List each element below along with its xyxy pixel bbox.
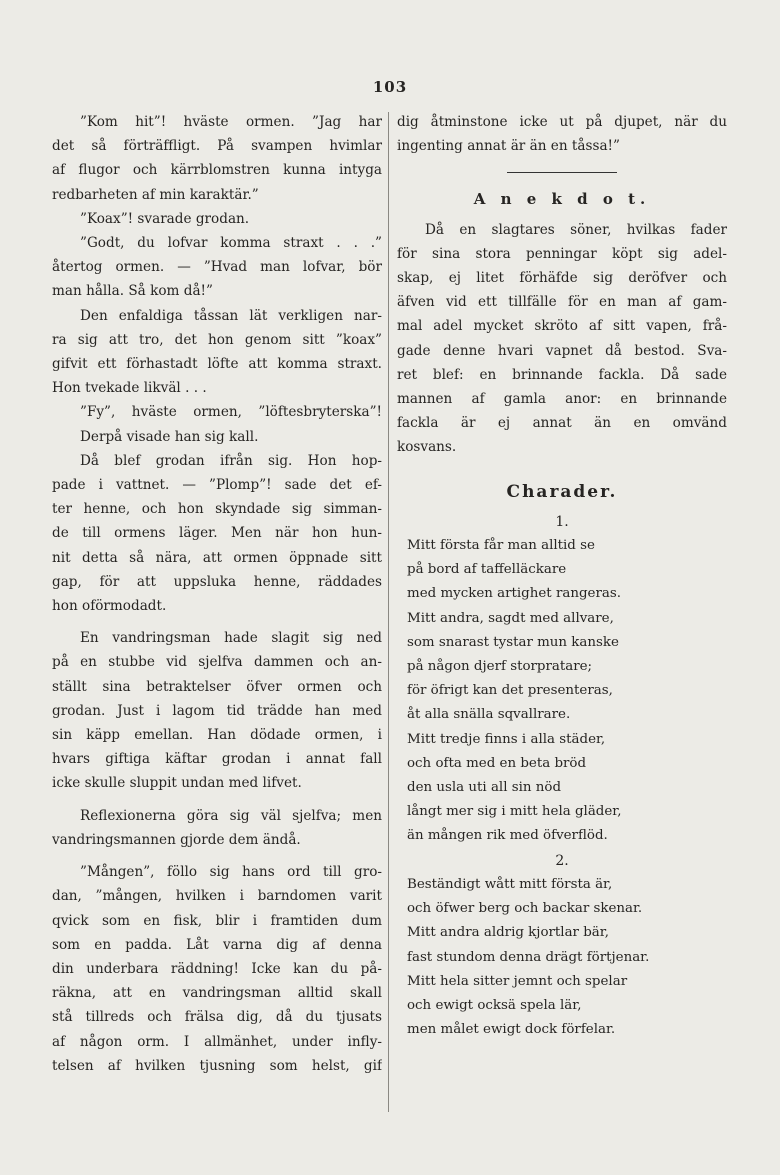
text-line: Reflexionerna göra sig väl sjelfva; men (80, 807, 382, 824)
text-line: ”Kom hit”! hväste ormen. ”Jag har (80, 114, 382, 130)
text-line: ”Koax”! svarade grodan. (80, 210, 250, 227)
charade-1 (397, 534, 727, 849)
text-line: icke skulle sluppit undan med lifvet. (52, 775, 302, 792)
text-line: gap, för att uppsluka henne, räddades (52, 573, 382, 590)
text-line: hvars giftiga käftar grodan i annat fall (52, 751, 382, 768)
anecdote-line: fackla är ej annat än en omvänd (397, 415, 727, 432)
verse-line: Mitt andra aldrig kjortlar bär, (407, 925, 609, 941)
anecdote-line: gade denne hvari vapnet då bestod. Sva- (397, 342, 727, 359)
verse-line: men målet ewigt dock förfelar. (407, 1022, 616, 1038)
text-line: det så förträffligt. På svampen hvimlar (52, 138, 382, 155)
verse-line: Mitt hela sitter jemnt och spelar (407, 973, 628, 989)
text-line: som en padda. Låt varna dig af denna (52, 936, 382, 953)
text-line: grodan. Just i lagom tid trädde han med (52, 702, 382, 719)
verse-line: på någon djerf storpratare; (407, 659, 593, 675)
verse-line: och ofta med en beta bröd (407, 755, 587, 771)
verse-line: långt mer sig i mitt hela gläder, (407, 804, 622, 820)
page-number: 103 (372, 78, 408, 96)
charade-1-number: 1. (555, 513, 569, 530)
text-line: din underbara räddning! Icke kan du på- (52, 960, 382, 977)
text-line: räkna, att en vandringsman alltid skall (52, 985, 382, 1002)
text-line: återtog ormen. — ”Hvad man lofvar, bör (52, 259, 382, 276)
text-line: gifvit ett förhastadt löfte att komma straxt. (52, 356, 382, 373)
anecdote-line: kosvans. (397, 439, 457, 456)
text-line: nit detta så nära, att ormen öppnade sitt (52, 549, 382, 566)
anecdote-line: äfven vid ett tillfälle för en man af gam- (397, 294, 727, 311)
verse-line: och öfwer berg och backar skenar. (407, 901, 643, 917)
anecdote-heading: A n e k d o t. (473, 190, 651, 209)
verse-line: på bord af taffelläckare (407, 562, 567, 578)
verse-line: Mitt första får man alltid se (407, 538, 595, 554)
text-line: ter henne, och hon skyndade sig simman- (52, 501, 382, 518)
text-line: Hon tvekade likväl . . . (52, 380, 207, 397)
verse-line: med mycken artighet rangeras. (407, 586, 621, 602)
text-line: Då blef grodan ifrån sig. Hon hop- (80, 452, 382, 469)
charade-2 (397, 873, 727, 1042)
text-line: ”Godt, du lofvar komma straxt . . .” (80, 235, 382, 252)
verse-line: den usla uti all sin nöd (407, 780, 562, 796)
text-line: hon oförmodadt. (52, 598, 167, 615)
paragraph-gap (52, 796, 382, 804)
text-line: dig åtminstone icke ut på djupet, när du (397, 114, 727, 130)
anecdote-line: Då en slagtares söner, hvilkas fader (425, 221, 727, 238)
verse-line: åt alla snälla sqvallrare. (407, 707, 571, 723)
verse-line: och ewigt ocksä spela lär, (407, 997, 582, 1013)
text-line: ”Mången”, föllo sig hans ord till gro- (80, 864, 382, 881)
anecdote-line: ret blef: en brinnande fackla. Då sade (397, 366, 727, 383)
text-line: redbarheten af min karaktär.” (52, 186, 259, 203)
text-line: ra sig att tro, det hon genom sitt ”koax” (52, 331, 382, 348)
anecdote-line: mannen af gamla anor: en brinnande (397, 391, 727, 408)
verse-line: Mitt andra, sagdt med allvare, (407, 610, 614, 626)
text-line: ställt sina betraktelser öfver ormen och (52, 678, 382, 695)
anecdote-line: för sina stora penningar köpt sig adel- (397, 245, 727, 262)
charades-heading: Charader. (506, 481, 618, 502)
anecdote-text (397, 218, 727, 460)
text-line: på en stubbe vid sjelfva dammen och an- (52, 654, 382, 671)
verse-line: än mången rik med öfverflöd. (407, 828, 608, 844)
text-line: Den enfaldiga tåssan lät verkligen nar- (80, 307, 382, 324)
section-rule (507, 172, 617, 173)
verse-line: för öfrigt kan det presenteras, (407, 683, 613, 699)
text-line: telsen af hvilken tjusning som helst, gif (52, 1057, 382, 1074)
anecdote-line: skap, ej litet förhäfde sig deröfver och (397, 270, 727, 287)
text-line: af någon orm. I allmänhet, under infly- (52, 1033, 382, 1050)
story-ending (397, 110, 727, 158)
column-divider (388, 112, 389, 1112)
text-line: En vandringsman hade slagit sig ned (80, 630, 382, 647)
text-line: man hålla. Så kom då!” (52, 283, 213, 300)
text-line: sin käpp emellan. Han dödade ormen, i (52, 727, 382, 744)
text-line: af flugor och kärrblomstren kunna intyga (52, 162, 382, 179)
anecdote-line: mal adel mycket skröto af sitt vapen, frå- (397, 318, 727, 335)
text-line: qvick som en fisk, blir i framtiden dum (52, 912, 382, 929)
text-line: de till ormens läger. Men när hon hun- (52, 525, 382, 542)
verse-line: Mitt tredje finns i alla städer, (407, 731, 606, 747)
verse-line: som snarast tystar mun kanske (407, 634, 619, 650)
verse-line: Beständigt wått mitt första är, (407, 876, 613, 892)
right-column (397, 110, 727, 1042)
paragraph-gap (52, 618, 382, 626)
text-line: Derpå visade han sig kall. (80, 428, 259, 445)
text-line: ”Fy”, hväste ormen, ”löftesbryterska”! (80, 404, 382, 421)
paragraph-gap (52, 852, 382, 860)
charade-2-number: 2. (555, 852, 569, 869)
text-line: stå tillreds och frälsa dig, då du tjusats (52, 1009, 382, 1026)
text-line: ingenting annat är än en tåssa!” (397, 138, 620, 155)
text-line: pade i vattnet. — ”Plomp”! sade det ef- (52, 477, 382, 494)
text-line: vandringsmannen gjorde dem ändå. (52, 831, 301, 848)
text-line: dan, ”mången, hvilken i barndomen varit (52, 888, 382, 905)
left-column (52, 110, 382, 1078)
verse-line: fast stundom denna drägt förtjenar. (407, 949, 650, 965)
